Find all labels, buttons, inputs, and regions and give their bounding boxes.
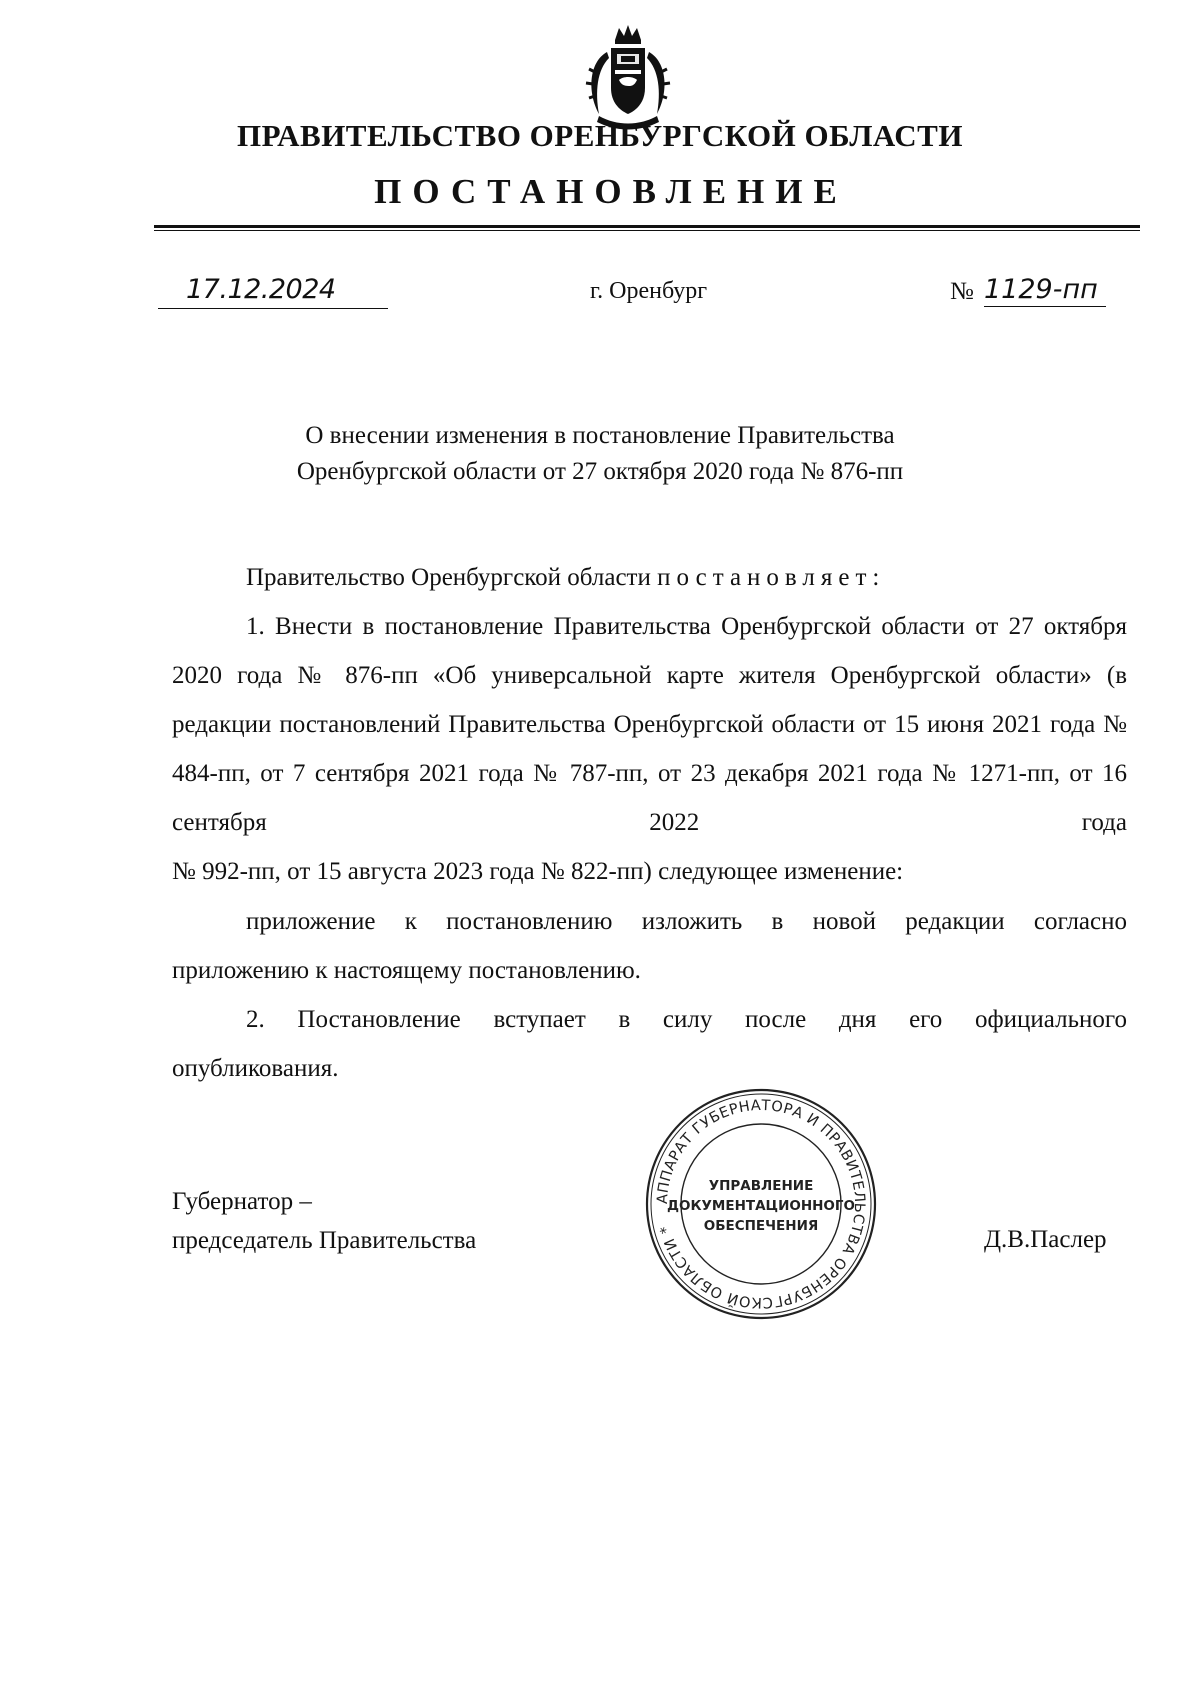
document-date-field bbox=[158, 274, 388, 309]
subject-line: Оренбургской области от 27 октября 2020 года № 876-пп bbox=[296, 458, 904, 485]
header-rule-thin bbox=[154, 230, 1140, 231]
subject-line: О внесении изменения в постановление Правительства bbox=[305, 422, 895, 449]
signatory-name: Д.В.Паслер bbox=[984, 1226, 1107, 1253]
item-2-paragraph-end: опубликования. bbox=[172, 1055, 339, 1082]
item-1-sub-paragraph-end: приложению к настоящему постановлению. bbox=[172, 957, 641, 984]
document-number: 1129-пп bbox=[984, 274, 1106, 307]
number-sign: № bbox=[950, 278, 974, 305]
organization-title: ПРАВИТЕЛЬСТВО ОРЕНБУРГСКОЙ ОБЛАСТИ bbox=[237, 118, 963, 153]
item-1-paragraph-end: № 992-пп, от 15 августа 2023 года № 822-пп) следующее изменение: bbox=[172, 858, 904, 885]
document-subject bbox=[0, 418, 1200, 490]
coat-of-arms-icon bbox=[577, 22, 679, 130]
seal-inner-line: ДОКУМЕНТАЦИОННОГО bbox=[666, 1198, 856, 1214]
seal-inner-line: УПРАВЛЕНИЕ bbox=[708, 1178, 814, 1194]
item-2-paragraph: 2. Постановление вступает в силу после дня его официального bbox=[246, 1006, 1127, 1033]
document-type-heading: ПОСТАНОВЛЕНИЕ bbox=[374, 172, 848, 211]
preamble-verb: постановляет: bbox=[657, 564, 886, 591]
signatory-title: председатель Правительства bbox=[172, 1227, 477, 1254]
item-1-paragraph: 1. Внести в постановление Правительства Оренбургской области от 27 октября 2020 года № 876-пп «Об универсальной карте жителя Оренбургской области» (в редакции постановлений Правительства Оренбургской области от 15 июня 2021 года № 484-пп, от 7 сентября 2021 года № 787-пп, от 23 декабря 2021 года № 1271-пп, от 16 сентября 2022 года bbox=[172, 613, 1127, 836]
official-seal-stamp bbox=[643, 1086, 879, 1322]
document-city: г. Оренбург bbox=[590, 278, 708, 304]
preamble-lead: Правительство Оренбургской области bbox=[246, 564, 651, 591]
seal-inner-line: ОБЕСПЕЧЕНИЯ bbox=[703, 1218, 819, 1234]
signatory-title: Губернатор – bbox=[172, 1188, 312, 1215]
header-rule-thick bbox=[154, 225, 1140, 228]
document-date: 17.12.2024 bbox=[186, 274, 336, 305]
seal-ring-textpath: АППАРАТ ГУБЕРНАТОРА И ПРАВИТЕЛЬСТВА ОРЕНБУРГСКОЙ ОБЛАСТИ * bbox=[654, 1097, 868, 1311]
item-1-sub-paragraph: приложение к постановлению изложить в новой редакции согласно bbox=[246, 908, 1127, 935]
preamble bbox=[172, 553, 1127, 602]
